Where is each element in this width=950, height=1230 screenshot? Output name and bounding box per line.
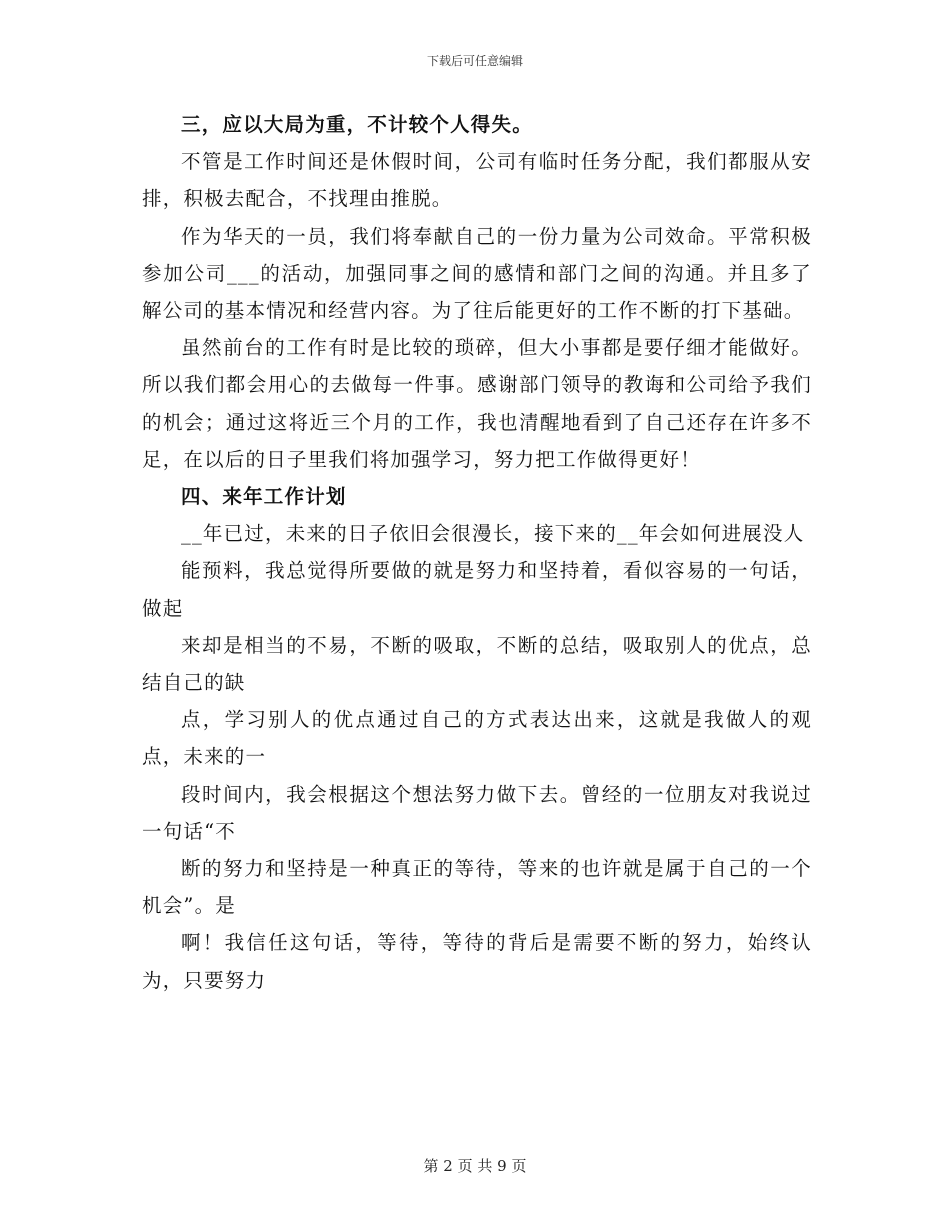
paragraph: 来却是相当的不易，不断的吸取，不断的总结，吸取别人的优点，总结自己的缺 <box>142 633 812 695</box>
paragraph: 啊！我信任这句话，等待，等待的背后是需要不断的努力，始终认为，只要努力 <box>142 931 812 992</box>
section-heading-4: 四、来年工作计划 <box>181 485 347 509</box>
paragraph: __年已过，未来的日子依旧会很漫长，接下来的__年会如何进展没人 <box>181 522 805 546</box>
section-heading-3: 三，应以大局为重，不计较个人得失。 <box>181 113 533 136</box>
document-body <box>142 106 812 999</box>
paragraph: 作为华天的一员，我们将奉献自己的一份力量为公司效命。平常积极参加公司___的活动，加强同事之间的感情和部门之间的沟通。并且多了解公司的基本情况和经营内容。为了往后能更好的工作不断的打下基础。 <box>142 224 812 323</box>
paragraph: 能预料，我总觉得所要做的就是努力和坚持着，看似容易的一句话，做起 <box>142 559 812 620</box>
paragraph: 断的努力和坚持是一种真正的等待，等来的也许就是属于自己的一个机会”。是 <box>142 857 812 918</box>
page-header: 下载后可任意编辑 <box>426 54 523 68</box>
page-footer: 第 2 页 共 9 页 <box>423 1157 527 1175</box>
paragraph: 虽然前台的工作有时是比较的琐碎，但大小事都是要仔细才能做好。所以我们都会用心的去做每一件事。感谢部门领导的教诲和公司给予我们的机会；通过这将近三个月的工作，我也清醒地看到了自己还存在许多不足，在以后的日子里我们将加强学习，努力把工作做得更好！ <box>142 336 812 471</box>
paragraph: 段时间内，我会根据这个想法努力做下去。曾经的一位朋友对我说过一句话“不 <box>142 782 812 843</box>
paragraph: 点，学习别人的优点通过自己的方式表达出来，这就是我做人的观点，未来的一 <box>142 708 812 769</box>
paragraph: 不管是工作时间还是休假时间，公司有临时任务分配，我们都服从安排，积极去配合，不找理由推脱。 <box>142 150 812 211</box>
